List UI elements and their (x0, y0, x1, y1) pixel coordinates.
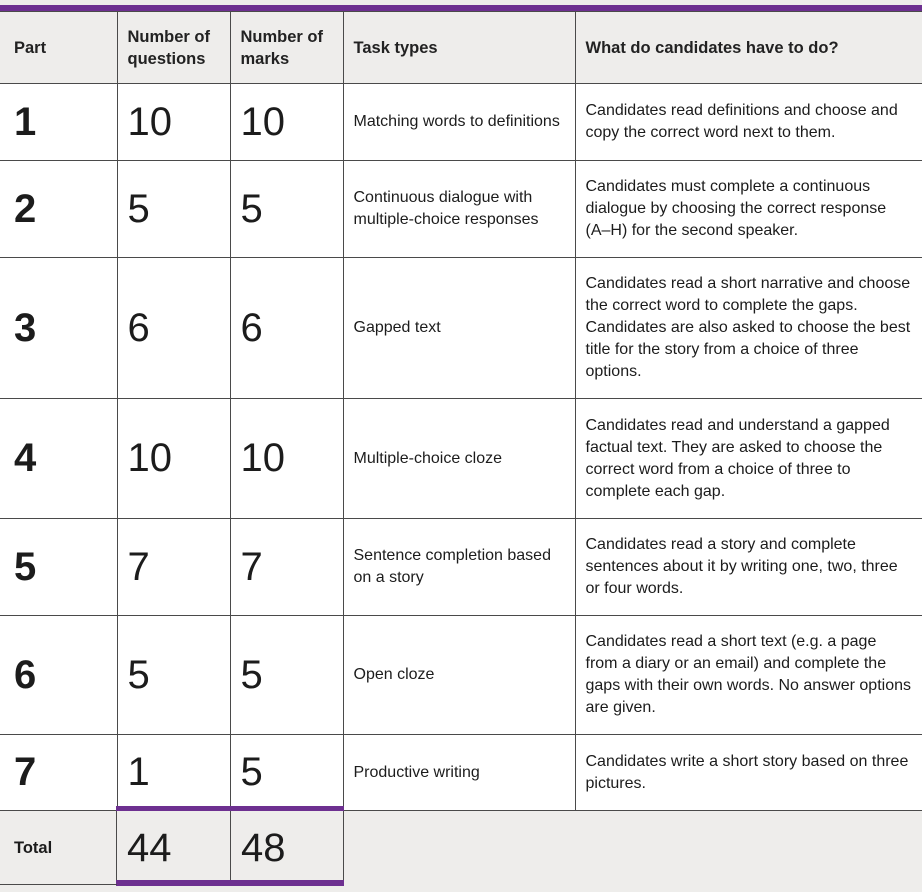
questions-count: 5 (117, 616, 230, 735)
task-type: Open cloze (343, 616, 575, 735)
task-type: Sentence completion based on a story (343, 519, 575, 616)
marks-count: 5 (230, 161, 343, 258)
part-number: 5 (0, 519, 117, 616)
task-description: Candidates read a short narrative and choose the correct word to complete the gaps. Candidates are also asked to choose the best title for the story from a choice of three options. (575, 258, 922, 399)
table-row (0, 84, 922, 161)
header-task-types: Task types (343, 12, 575, 84)
part-number: 6 (0, 616, 117, 735)
total-questions-bottom-bar (116, 880, 231, 886)
header-marks: Number of marks (230, 12, 343, 84)
questions-count: 10 (117, 399, 230, 519)
marks-count: 10 (230, 399, 343, 519)
table-row (0, 399, 922, 519)
marks-count: 7 (230, 519, 343, 616)
questions-count: 1 (117, 735, 230, 811)
task-type: Multiple-choice cloze (343, 399, 575, 519)
marks-count: 6 (230, 258, 343, 399)
total-marks: 48 (241, 826, 286, 870)
total-divider (0, 884, 117, 885)
questions-count: 10 (117, 84, 230, 161)
part-number: 7 (0, 735, 117, 811)
part-number: 3 (0, 258, 117, 399)
header-questions: Number of questions (117, 12, 230, 84)
marks-count: 5 (230, 735, 343, 811)
part-number: 4 (0, 399, 117, 519)
table-row (0, 258, 922, 399)
table-row (0, 161, 922, 258)
total-questions-box (116, 806, 231, 880)
header-what-to-do: What do candidates have to do? (575, 12, 922, 84)
questions-count: 6 (117, 258, 230, 399)
total-label: Total (14, 839, 53, 857)
marks-count: 5 (230, 616, 343, 735)
exam-structure-table (0, 11, 922, 811)
task-type: Productive writing (343, 735, 575, 811)
part-number: 1 (0, 84, 117, 161)
task-description: Candidates read a short text (e.g. a page from a diary or an email) and complete the gaps with their own words. No answer options are given. (575, 616, 922, 735)
table-row (0, 616, 922, 735)
task-type: Matching words to definitions (343, 84, 575, 161)
questions-count: 5 (117, 161, 230, 258)
table-row (0, 735, 922, 811)
task-description: Candidates read definitions and choose and copy the correct word next to them. (575, 84, 922, 161)
task-description: Candidates write a short story based on three pictures. (575, 735, 922, 811)
task-description: Candidates must complete a continuous dialogue by choosing the correct response (A–H) for the second speaker. (575, 161, 922, 258)
total-questions: 44 (127, 826, 172, 870)
total-marks-bottom-bar (230, 880, 344, 886)
total-questions-top-bar (116, 806, 231, 811)
marks-count: 10 (230, 84, 343, 161)
part-number: 2 (0, 161, 117, 258)
questions-count: 7 (117, 519, 230, 616)
task-type: Continuous dialogue with multiple-choice responses (343, 161, 575, 258)
total-marks-top-bar (230, 806, 344, 811)
task-description: Candidates read a story and complete sentences about it by writing one, two, three or four words. (575, 519, 922, 616)
task-description: Candidates read and understand a gapped factual text. They are asked to choose the correct word from a choice of three to complete each gap. (575, 399, 922, 519)
table-row (0, 519, 922, 616)
total-marks-box (230, 806, 344, 880)
table-header-row (0, 12, 922, 84)
task-type: Gapped text (343, 258, 575, 399)
header-part: Part (0, 12, 117, 84)
